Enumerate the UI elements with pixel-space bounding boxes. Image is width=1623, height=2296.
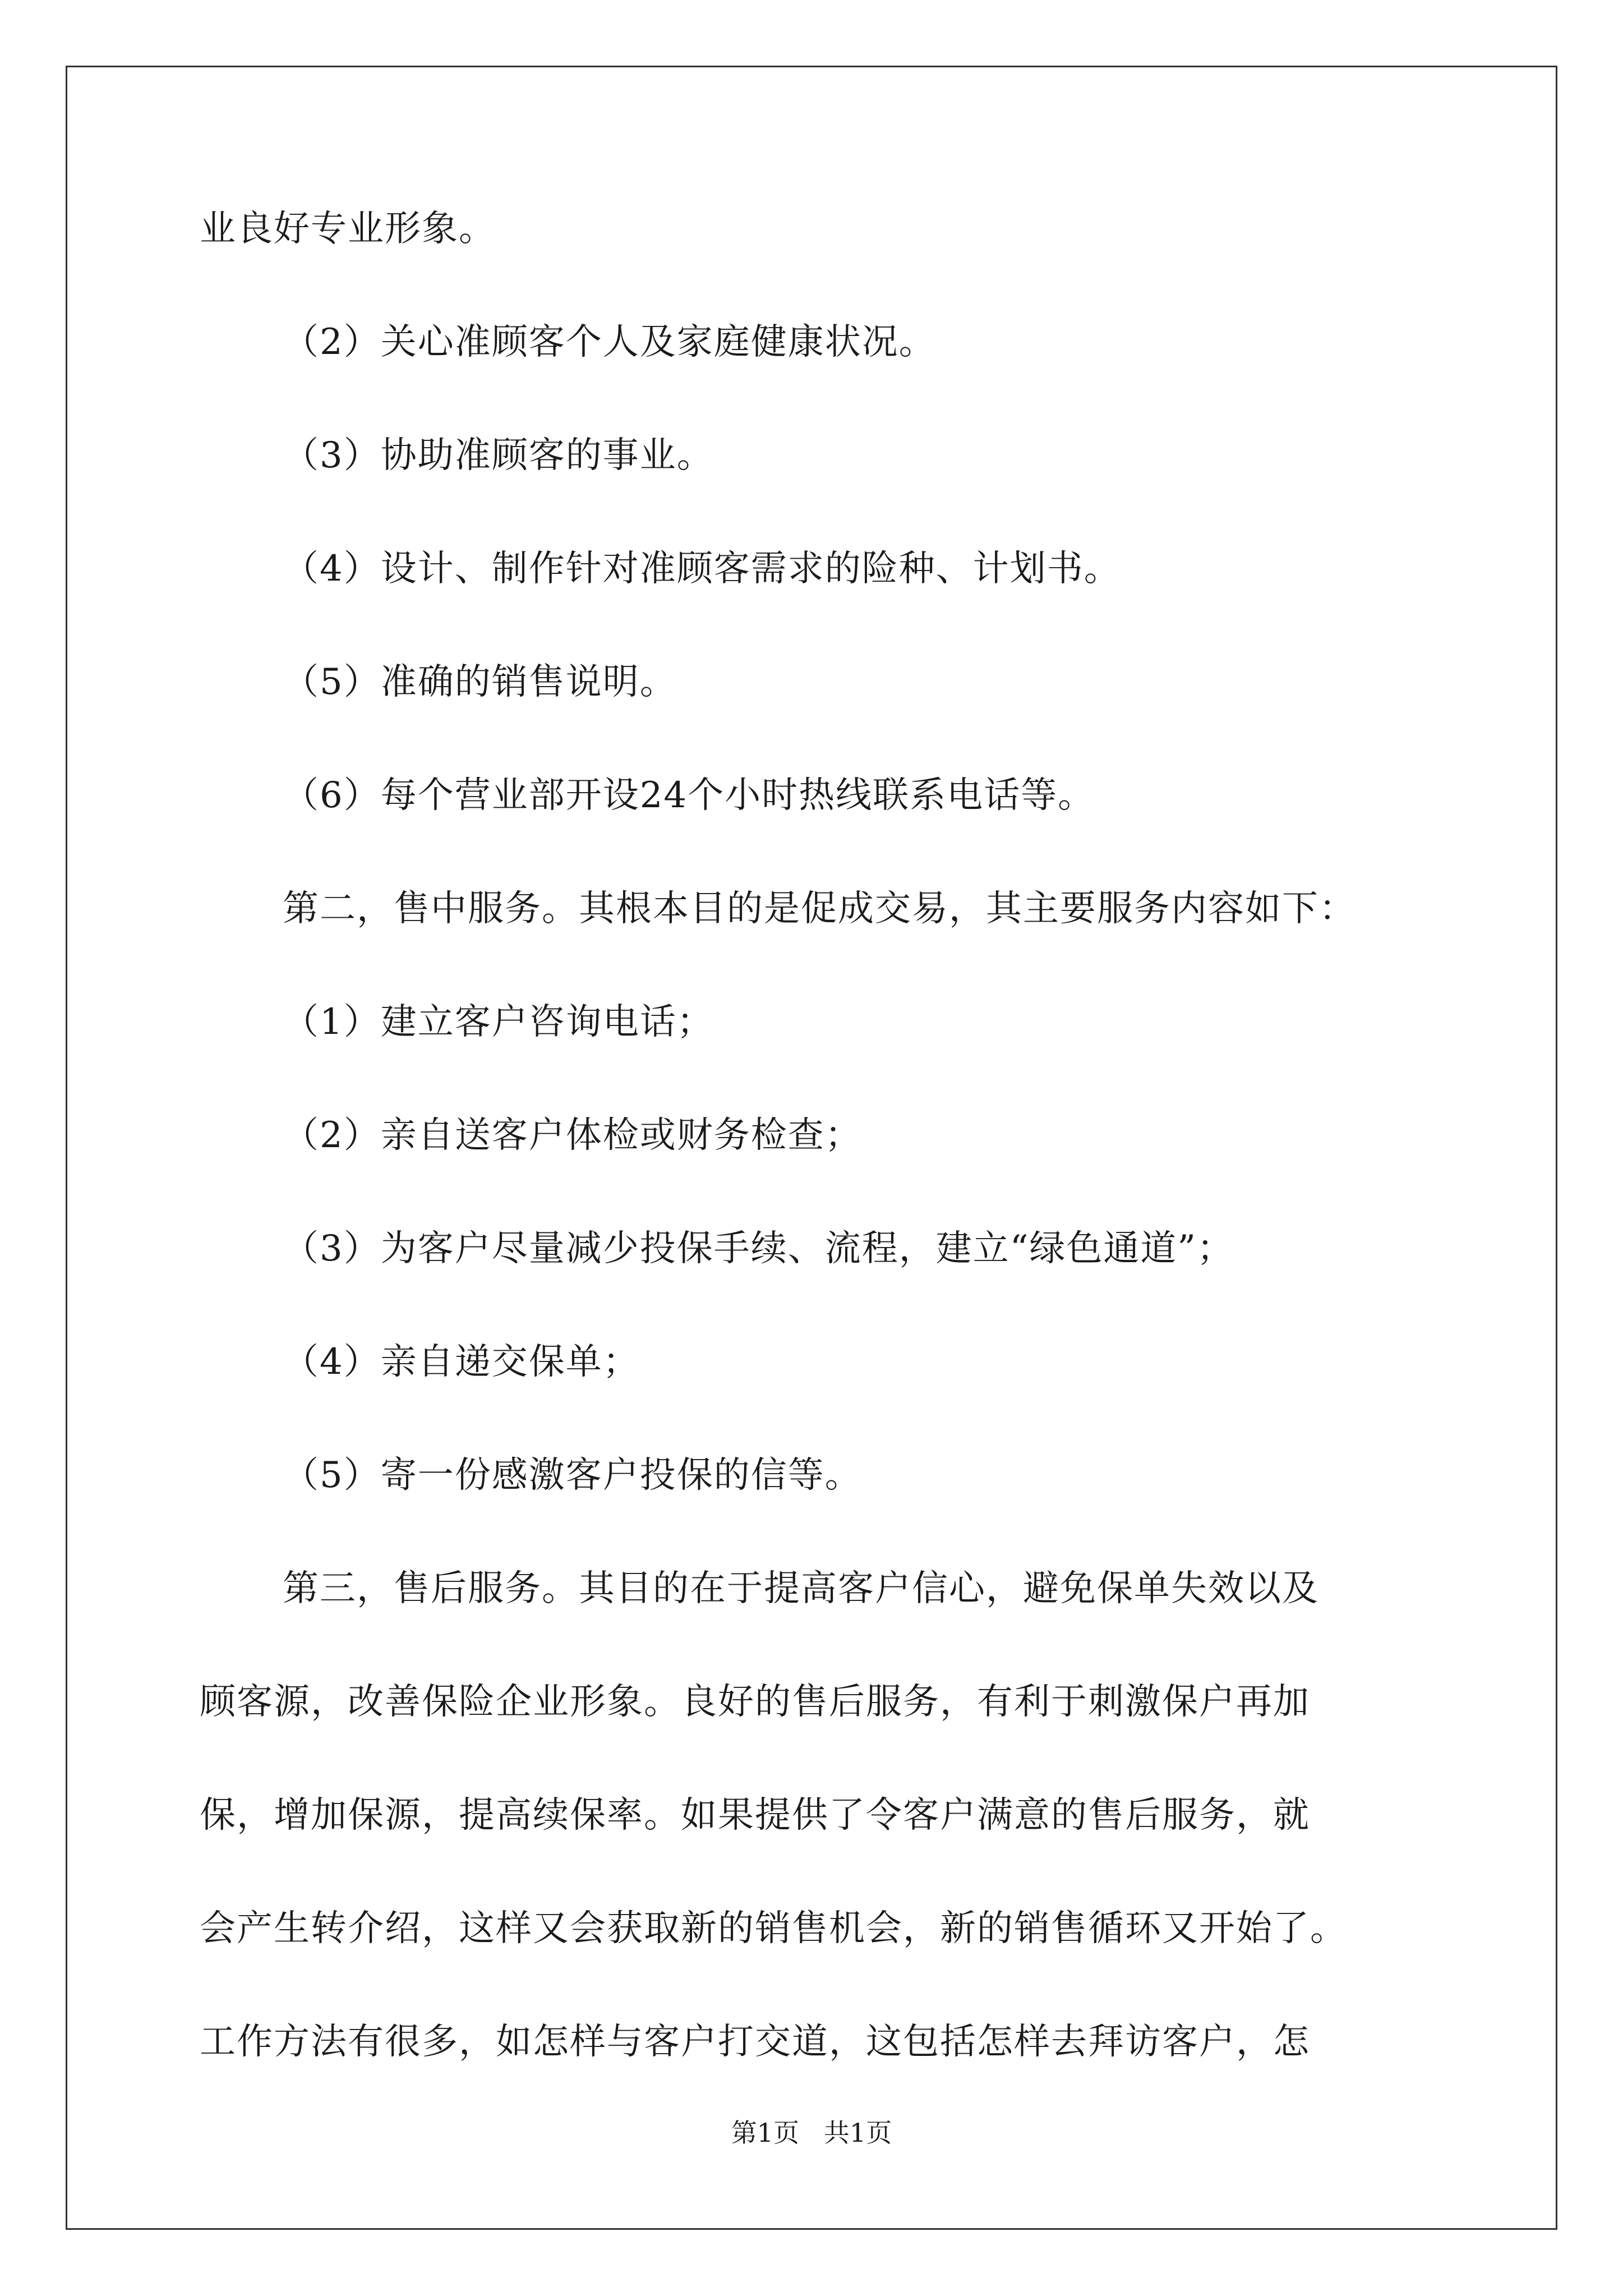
text-line-item-6: （6）每个营业部开设24个小时热线联系电话等。 <box>283 775 1095 816</box>
paragraph-third-line-1: 第三，售后服务。其目的在于提高客户信心，避免保单失效以及 <box>283 1568 1319 1609</box>
text-line-sale-item-4: （4）亲自递交保单； <box>283 1341 640 1383</box>
text-line-continuation: 业良好专业形象。 <box>200 208 496 250</box>
text-line-item-2: （2）关心准顾客个人及家庭健康状况。 <box>283 321 936 363</box>
paragraph-third-line-2: 顾客源，改善保险企业形象。良好的售后服务，有利于刺激保户再加 <box>200 1681 1310 1723</box>
text-line-sale-item-3: （3）为客户尽量减少投保手续、流程，建立“绿色通道”； <box>283 1228 1234 1269</box>
paragraph-third-line-3: 保，增加保源，提高续保率。如果提供了令客户满意的售后服务，就 <box>200 1795 1310 1836</box>
text-line-item-4: （4）设计、制作针对准顾客需求的险种、计划书。 <box>283 548 1121 590</box>
text-line-item-5: （5）准确的销售说明。 <box>283 661 677 703</box>
text-line-item-3: （3）协助准顾客的事业。 <box>283 435 714 476</box>
paragraph-third-line-5: 工作方法有很多，如怎样与客户打交道，这包括怎样去拜访客户，怎 <box>200 2021 1310 2063</box>
paragraph-third-line-4: 会产生转介绍，这样又会获取新的销售机会，新的销售循环又开始了。 <box>200 1908 1347 1949</box>
text-line-sale-item-5: （5）寄一份感激客户投保的信等。 <box>283 1455 862 1496</box>
paragraph-second-heading: 第二，售中服务。其根本目的是促成交易，其主要服务内容如下： <box>283 888 1356 930</box>
text-line-sale-item-2: （2）亲自送客户体检或财务检查； <box>283 1115 862 1156</box>
text-line-sale-item-1: （1）建立客户咨询电话； <box>283 1001 714 1043</box>
page-number-footer: 第1页 共1页 <box>731 2118 892 2148</box>
